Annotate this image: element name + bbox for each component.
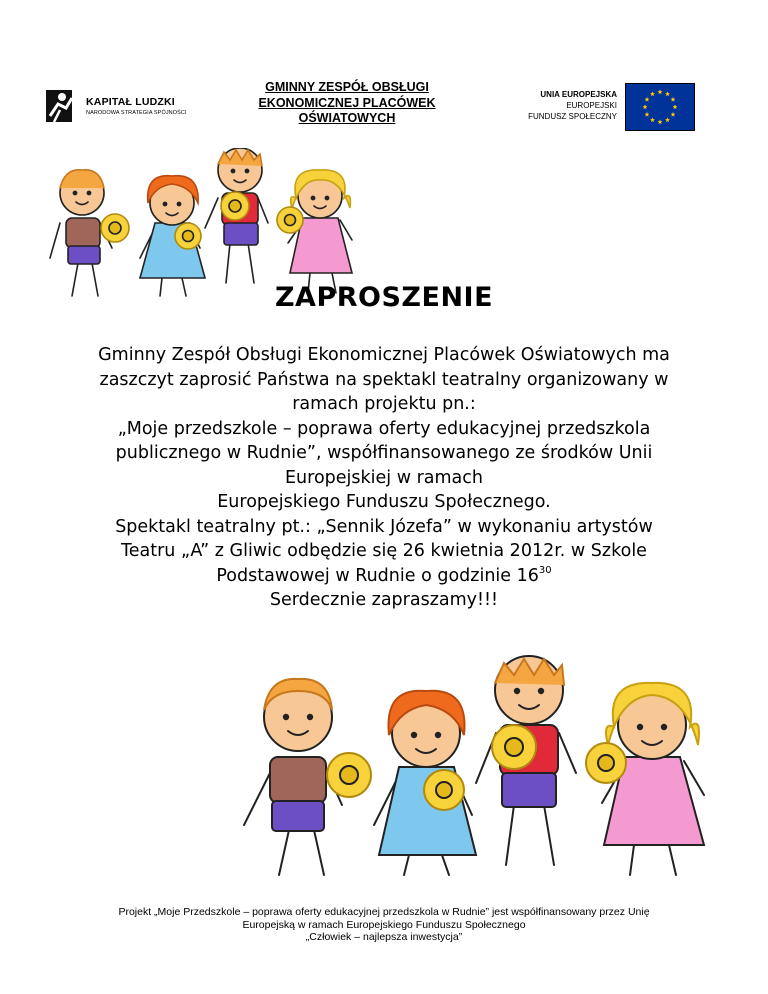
invitation-time-minutes: 30	[538, 564, 552, 576]
invitation-line: „Moje przedszkole – poprawa oferty edukacyjnej przedszkola	[117, 418, 651, 439]
invitation-closing: Serdecznie zapraszamy!!!	[269, 590, 499, 610]
children-illustration-top	[40, 148, 370, 298]
footer	[0, 906, 768, 944]
eu-fund-text	[528, 89, 617, 122]
invitation-line: ramach projektu pn.:	[292, 394, 476, 414]
invitation-line: publicznego w Rudnie”, współfinansowanego ze środków Unii	[115, 443, 653, 463]
invitation-line: Gminny Zespół Obsługi Ekonomicznej Placówek Oświatowych ma	[98, 345, 670, 365]
children-illustration-bottom	[214, 655, 729, 877]
eu-fund-logo	[505, 83, 695, 133]
invitation-time-text: Podstawowej w Rudnie o godzinie 16	[216, 565, 539, 586]
invitation-heading: ZAPROSZENIE	[274, 282, 494, 313]
eu-flag-icon	[625, 83, 695, 131]
kapital-ludzki-logo	[44, 86, 187, 130]
footer-line: „Człowiek – najlepsza inwestycja”	[305, 931, 463, 943]
invitation-line: zaszczyt zaprosić Państwa na spektakl teatralny organizowany w	[99, 369, 669, 390]
organization-name-line: EKONOMICZNEJ PLACÓWEK	[258, 95, 436, 110]
invitation-line: Europejskiej w ramach	[285, 467, 483, 488]
organization-name-line: GMINNY ZESPÓŁ OBSŁUGI	[265, 80, 429, 94]
footer-line: Europejską w ramach Europejskiego Funduszu Społecznego	[242, 918, 526, 931]
footer-line: Projekt „Moje Przedszkole – poprawa oferty edukacyjnej przedszkola w Rudnie” jest współfinansowany przez Unię	[118, 906, 650, 918]
kapital-ludzki-title: KAPITAŁ LUDZKI	[86, 96, 175, 108]
eu-fund-line: UNIA EUROPEJSKA	[540, 90, 617, 99]
eu-fund-line: FUNDUSZ SPOŁECZNY	[528, 112, 617, 121]
kapital-ludzki-subtitle: NARODOWA STRATEGIA SPÓJNOŚCI	[86, 110, 187, 116]
invitation-line: Spektakl teatralny pt.: „Sennik Józefa” w wykonaniu artystów	[115, 516, 653, 537]
invitation-body	[40, 343, 728, 613]
organization-name	[232, 80, 462, 127]
invitation-line: Teatru „A” z Gliwic odbędzie się 26 kwietnia 2012r. w Szkole	[121, 541, 647, 561]
kapital-ludzki-emblem-icon	[44, 86, 78, 126]
eu-fund-line: EUROPEJSKI	[566, 101, 617, 110]
invitation-line: Europejskiego Funduszu Społecznego.	[217, 492, 551, 512]
invitation-time-line	[40, 564, 728, 589]
organization-name-line: OŚWIATOWYCH	[298, 111, 396, 125]
